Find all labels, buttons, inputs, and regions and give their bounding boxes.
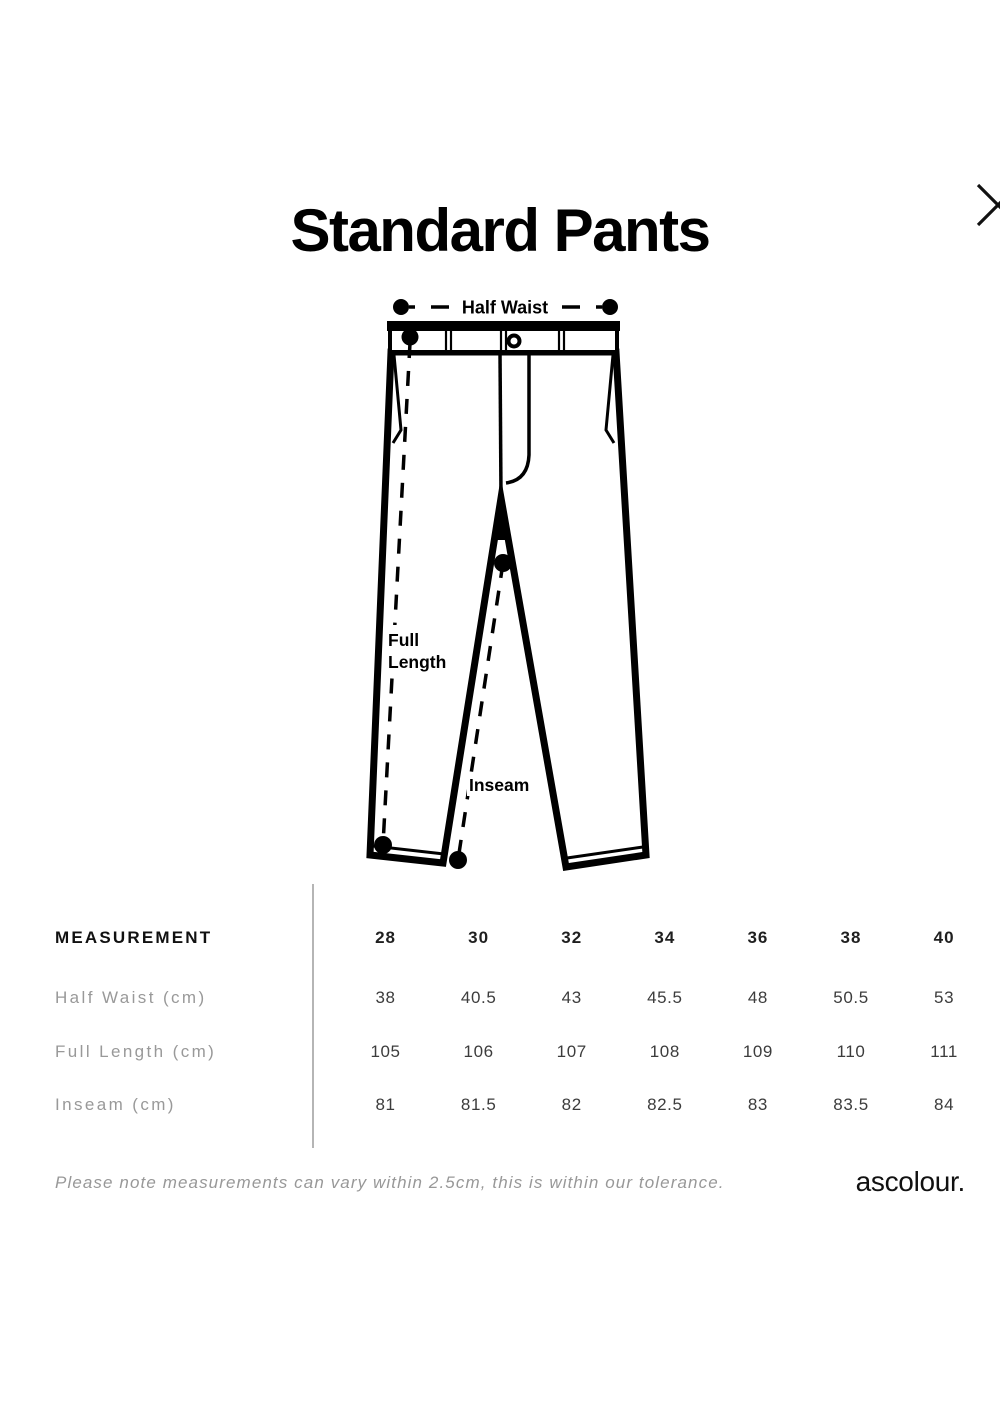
measurement-header: MEASUREMENT [55,928,213,947]
table-row [0,986,1000,1010]
tolerance-note: Please note measurements can vary within 2.5cm, this is within our tolerance. [55,1173,725,1192]
full-length-label: Full [388,630,420,650]
cell-value: 40.5 [460,988,497,1007]
full-length-label-2: Length [388,652,447,672]
cell-value: 83.5 [833,1095,869,1114]
cell-value: 110 [836,1042,866,1061]
row-label: Full Length (cm) [55,1042,217,1061]
row-label: Inseam (cm) [55,1095,176,1114]
table-row [0,1093,1000,1117]
cell-value: 43 [561,988,582,1007]
cell-value: 81 [375,1095,396,1114]
cell-value: 108 [649,1042,680,1061]
size-header: 36 [747,928,769,947]
cell-value: 111 [930,1042,958,1061]
pants-diagram [361,293,656,888]
cell-value: 105 [370,1042,401,1061]
cell-value: 82.5 [647,1095,683,1114]
cell-value: 53 [934,988,955,1007]
cell-value: 84 [934,1095,955,1114]
cell-value: 48 [747,988,768,1007]
table-header-row [0,926,1000,950]
cell-value: 109 [742,1042,773,1061]
page-title: Standard Pants [290,197,710,264]
cell-value: 81.5 [460,1095,497,1114]
size-header: 28 [375,928,396,947]
size-header: 30 [468,928,490,947]
cell-value: 107 [556,1042,587,1061]
inseam-label: Inseam [469,775,530,795]
table-row [0,1040,1000,1064]
size-header: 32 [561,928,583,947]
size-header: 34 [654,928,676,947]
cell-value: 38 [375,988,396,1007]
row-label: Half Waist (cm) [55,988,207,1007]
cell-value: 106 [463,1042,494,1061]
size-header: 38 [840,928,862,947]
size-header: 40 [933,928,955,947]
cell-value: 50.5 [833,988,869,1007]
waistband [387,324,620,352]
button-icon [509,336,520,347]
brand-logo: ascolour. [855,1166,965,1197]
cell-value: 45.5 [647,988,683,1007]
cell-value: 83 [747,1095,768,1114]
cell-value: 82 [561,1095,582,1114]
half-waist-measure [393,298,618,318]
half-waist-label: Half Waist [461,297,549,318]
